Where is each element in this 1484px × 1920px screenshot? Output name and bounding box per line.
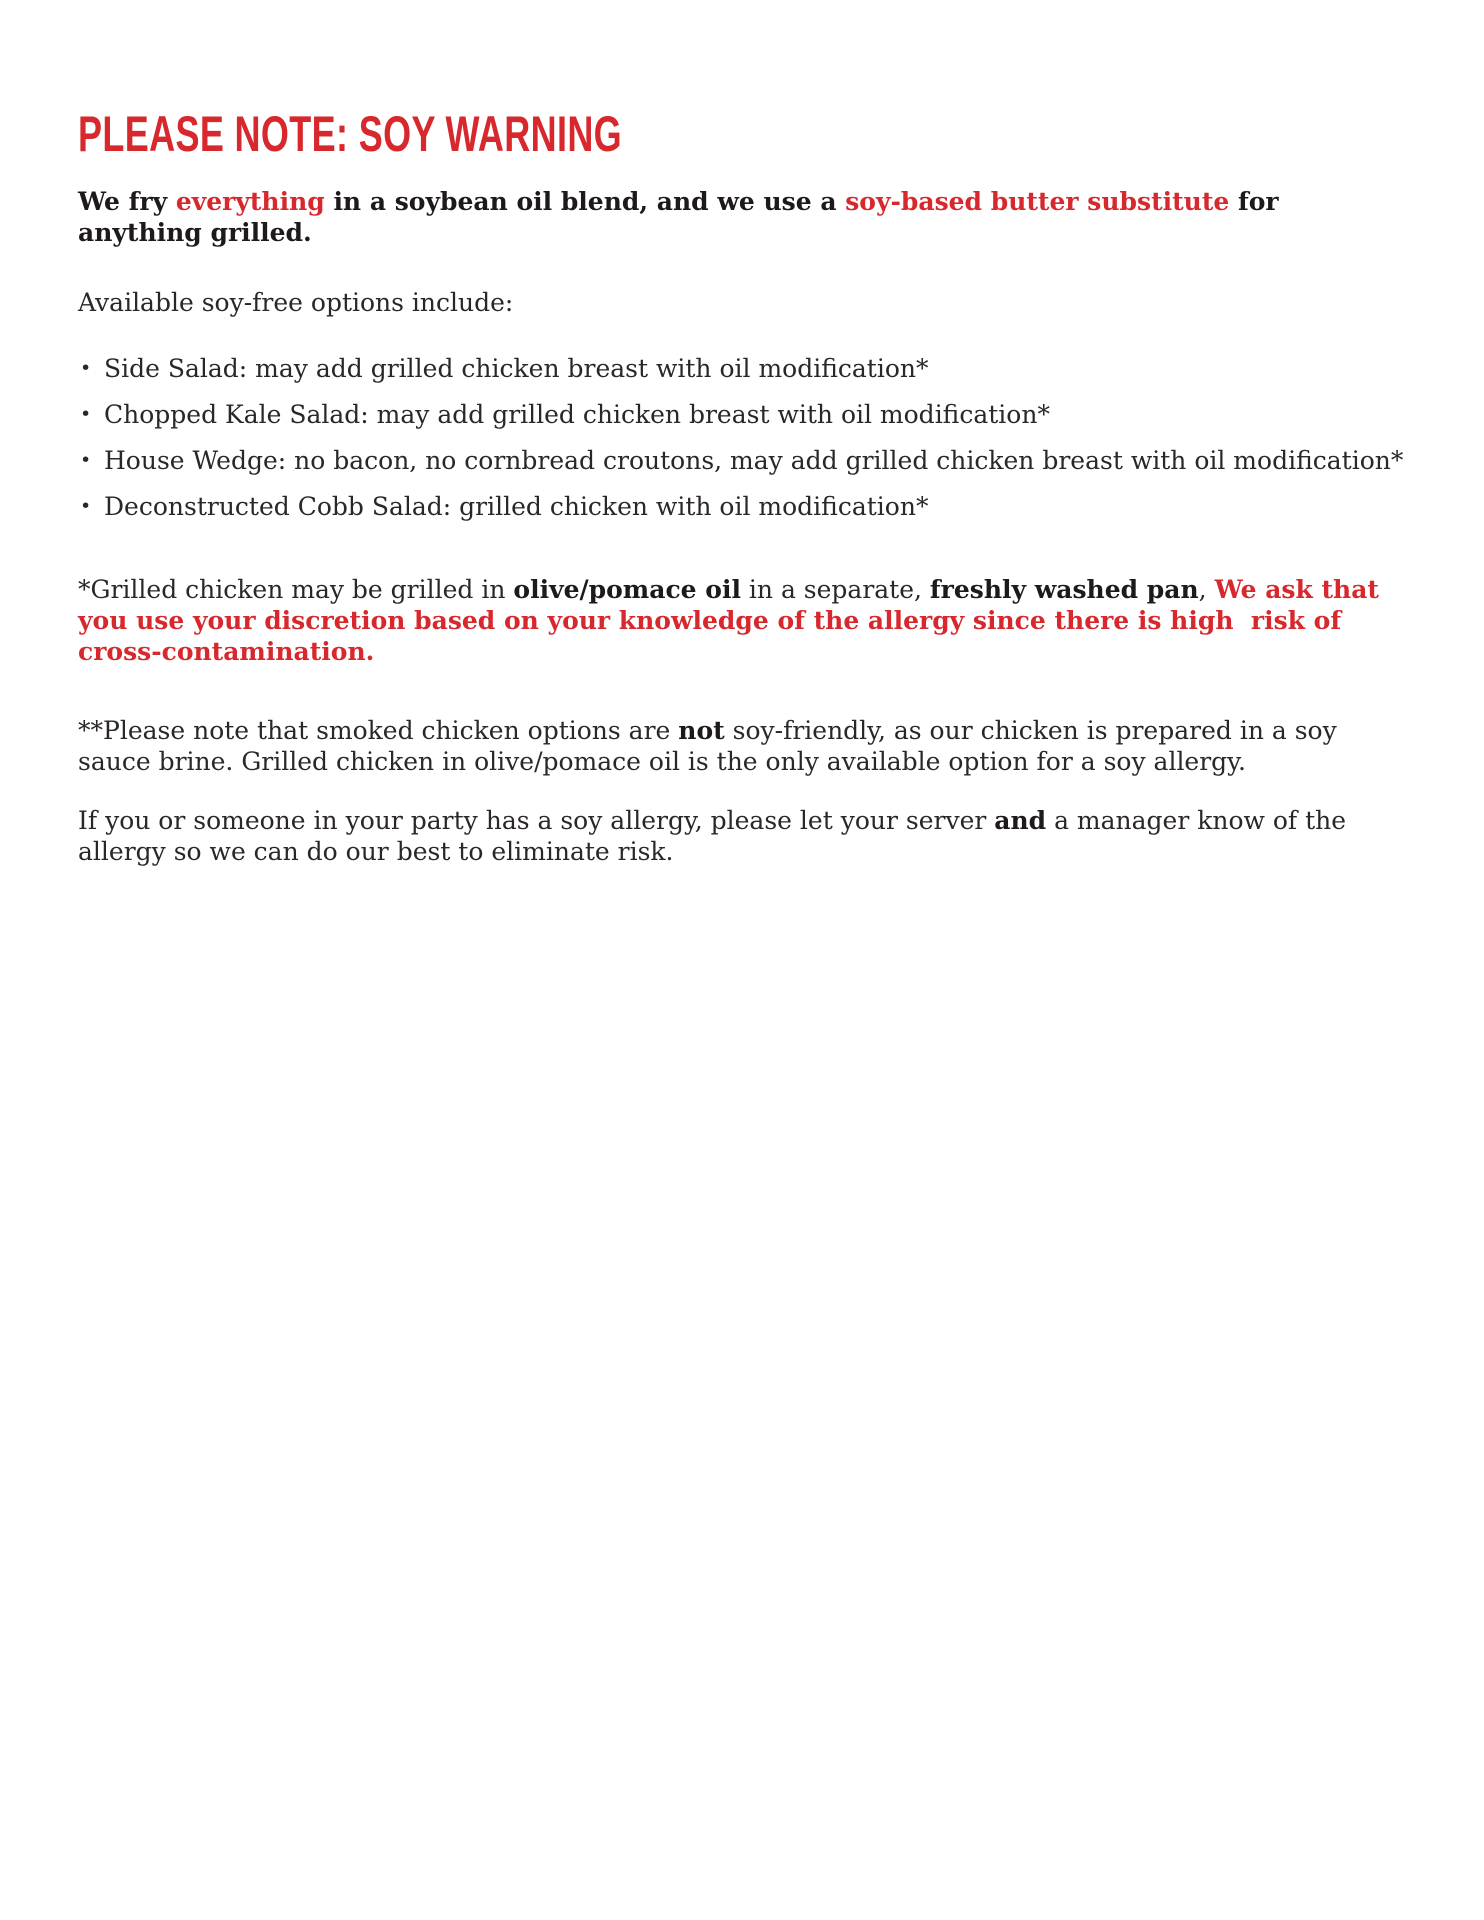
bullet-icon: • — [80, 357, 92, 379]
list-item — [78, 445, 1410, 476]
bullet-icon: • — [80, 449, 92, 471]
list-item-text: Deconstructed Cobb Salad: grilled chicken with oil modification* — [104, 492, 929, 521]
smoked-chicken-note: **Please note that smoked chicken options are not soy-friendly, as our chicken is prepared in a soy sauce brine. Grilled chicken in olive/pomace oil is the only available option for a soy allergy. — [78, 716, 1337, 776]
options-intro-paragraph: Available soy-free options include: — [78, 288, 514, 317]
server-notice-paragraph: If you or someone in your party has a soy allergy, please let your server and a manager know of the allergy so we can do our best to eliminate risk. — [78, 806, 1347, 866]
bullet-icon: • — [80, 403, 92, 425]
bullet-icon: • — [80, 495, 92, 517]
page-title: PLEASE NOTE: SOY WARNING — [78, 106, 623, 162]
soy-free-options-list — [78, 353, 1410, 522]
list-item-text: Chopped Kale Salad: may add grilled chicken breast with oil modification* — [104, 400, 1050, 429]
list-item-text: Side Salad: may add grilled chicken breast with oil modification* — [104, 354, 929, 383]
list-item-text: House Wedge: no bacon, no cornbread croutons, may add grilled chicken breast with oil modification* — [104, 446, 1404, 475]
list-item — [78, 353, 1410, 384]
intro-paragraph: We fry everything in a soybean oil blend, and we use a soy-based butter substitute for anything grilled. — [78, 187, 1279, 247]
grilled-chicken-note: *Grilled chicken may be grilled in olive/pomace oil in a separate, freshly washed pan, We ask that you use your discretion based on your knowledge of the allergy since there is high risk of cross-contamination. — [78, 575, 1379, 666]
list-item — [78, 491, 1410, 522]
list-item — [78, 399, 1410, 430]
